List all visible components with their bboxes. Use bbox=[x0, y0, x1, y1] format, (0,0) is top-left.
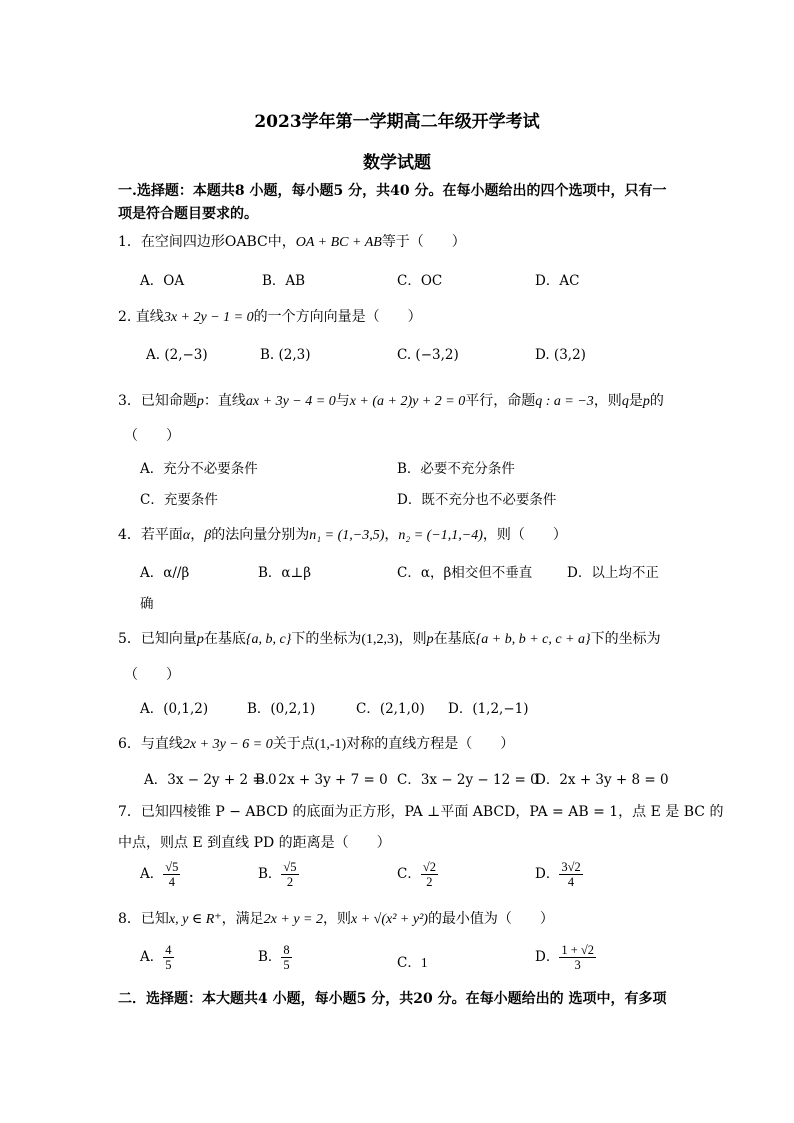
question-7-line1: 7．已知四棱锥 P − ABCD 的底面为正方形，PA ⊥平面 ABCD，PA = AB = 1，点 E 是 BC 的 bbox=[118, 804, 724, 820]
q2-option-a[interactable]: A. (2,−3) bbox=[146, 347, 208, 363]
q8-option-a[interactable]: A． $\frac{4}{5}$ bbox=[140, 943, 172, 972]
q3-option-c[interactable]: C．充要条件 bbox=[140, 492, 218, 508]
q5-basis-2: {a + b, b + c, c + a} bbox=[475, 632, 591, 647]
exam-subtitle: 数学试题 bbox=[363, 153, 431, 173]
q8-option-d[interactable]: D． $\frac{1 + √2}{3}$ bbox=[535, 943, 594, 972]
q1-option-a[interactable]: A．OA bbox=[140, 273, 185, 289]
section2-line1: 二．选择题：本大题共4 小题，每小题5 分，共20 分。在每小题给出的 选项中，有多项 bbox=[118, 991, 667, 1007]
q3-option-d[interactable]: D．既不充分也不必要条件 bbox=[397, 492, 557, 508]
q5-option-d[interactable]: D．(1,2,−1) bbox=[448, 701, 529, 717]
q1-option-b[interactable]: B．AB bbox=[262, 273, 306, 289]
section1-line1: 一.选择题：本题共8 小题，每小题5 分，共40 分。在每小题给出的四个选项中，只有一 bbox=[118, 183, 667, 199]
q8-option-c[interactable]: C．1 bbox=[397, 955, 428, 971]
q3-option-b[interactable]: B．必要不充分条件 bbox=[397, 461, 515, 477]
q2-option-c[interactable]: C. (−3,2) bbox=[397, 347, 459, 363]
q6-option-d[interactable]: D．2x + 3y + 8 = 0 bbox=[535, 772, 669, 788]
question-3-answer-paren: （ ） bbox=[124, 428, 180, 444]
q5-basis-1: {a, b, c} bbox=[245, 632, 292, 647]
q2-option-d[interactable]: D. (3,2) bbox=[535, 347, 586, 363]
q1-option-d[interactable]: D．AC bbox=[535, 273, 580, 289]
question-2-stem: 2. 直线3x + 2y − 1 = 0的一个方向向量是（ ） bbox=[118, 309, 422, 325]
section1-line2: 项是符合题目要求的。 bbox=[118, 206, 258, 222]
q2-line-equation: 3x + 2y − 1 = 0 bbox=[163, 310, 254, 325]
q4-option-a[interactable]: A．α//β bbox=[140, 565, 190, 581]
exam-title: 2023学年第一学期高二年级开学考试 bbox=[254, 112, 540, 132]
question-3-stem: 3．已知命题p：直线ax + 3y − 4 = 0与x + (a + 2)y + 2 = 0平行，命题q : a = −3，则q是p的 bbox=[118, 393, 664, 409]
q8-target-expression: x + √(x² + y²) bbox=[350, 912, 428, 927]
q4-option-c[interactable]: C．α，β相交但不垂直 bbox=[397, 565, 533, 581]
question-1-stem: 1．在空间四边形OABC中，OA + BC + AB等于（ ） bbox=[118, 234, 466, 250]
q1-option-c[interactable]: C．OC bbox=[397, 273, 443, 289]
q1-vector-expression: OA + BC + AB bbox=[295, 235, 382, 250]
q6-option-b[interactable]: B．2x + 3y + 7 = 0 bbox=[255, 772, 388, 788]
question-4-stem: 4．若平面α，β的法向量分别为n₁ = (1,−3,5)，n₂ = (−1,1,−4)，则（ ） bbox=[118, 527, 567, 543]
question-7-line2: 中点，则点 E 到直线 PD 的距离是（ ） bbox=[118, 835, 391, 851]
q7-option-c[interactable]: C． $\frac{√2}{2}$ bbox=[397, 860, 436, 889]
q2-option-b[interactable]: B. (2,3) bbox=[260, 347, 311, 363]
question-5-answer-paren: （ ） bbox=[124, 667, 180, 683]
question-6-stem: 6．与直线2x + 3y − 6 = 0关于点(1,-1)对称的直线方程是（ ） bbox=[118, 736, 515, 752]
q7-option-b[interactable]: B． $\frac{√5}{2}$ bbox=[258, 860, 297, 889]
q4-normal-vector-2: n₂ = (−1,1,−4) bbox=[398, 528, 483, 543]
q6-option-a[interactable]: A．3x − 2y + 2 = 0 bbox=[144, 772, 277, 788]
q4-option-b[interactable]: B．α⊥β bbox=[258, 565, 312, 581]
q4-option-d-continued: 确 bbox=[140, 596, 154, 612]
question-5-stem: 5．已知向量p在基底{a, b, c}下的坐标为(1,2,3)，则p在基底{a + b, b + c, c + a}下的坐标为 bbox=[118, 631, 661, 647]
q3-option-a[interactable]: A．充分不必要条件 bbox=[140, 461, 258, 477]
q5-option-a[interactable]: A．(0,1,2) bbox=[140, 701, 209, 717]
q5-option-c[interactable]: C．(2,1,0) bbox=[356, 701, 425, 717]
q8-option-b[interactable]: B． $\frac{8}{5}$ bbox=[258, 943, 290, 972]
question-8-stem: 8．已知x, y ∈ R⁺，满足2x + y = 2，则x + √(x² + y²)的最小值为（ ） bbox=[118, 911, 554, 927]
q5-option-b[interactable]: B．(0,2,1) bbox=[247, 701, 316, 717]
q6-point: (1,-1) bbox=[314, 737, 347, 752]
q7-option-a[interactable]: A． $\frac{√5}{4}$ bbox=[140, 860, 179, 889]
q6-option-c[interactable]: C．3x − 2y − 12 = 0 bbox=[397, 772, 539, 788]
q4-normal-vector-1: n₁ = (1,−3,5) bbox=[309, 528, 385, 543]
q4-option-d[interactable]: D．以上均不正 bbox=[567, 565, 659, 581]
q7-option-d[interactable]: D． $\frac{3√2}{4}$ bbox=[535, 860, 581, 889]
